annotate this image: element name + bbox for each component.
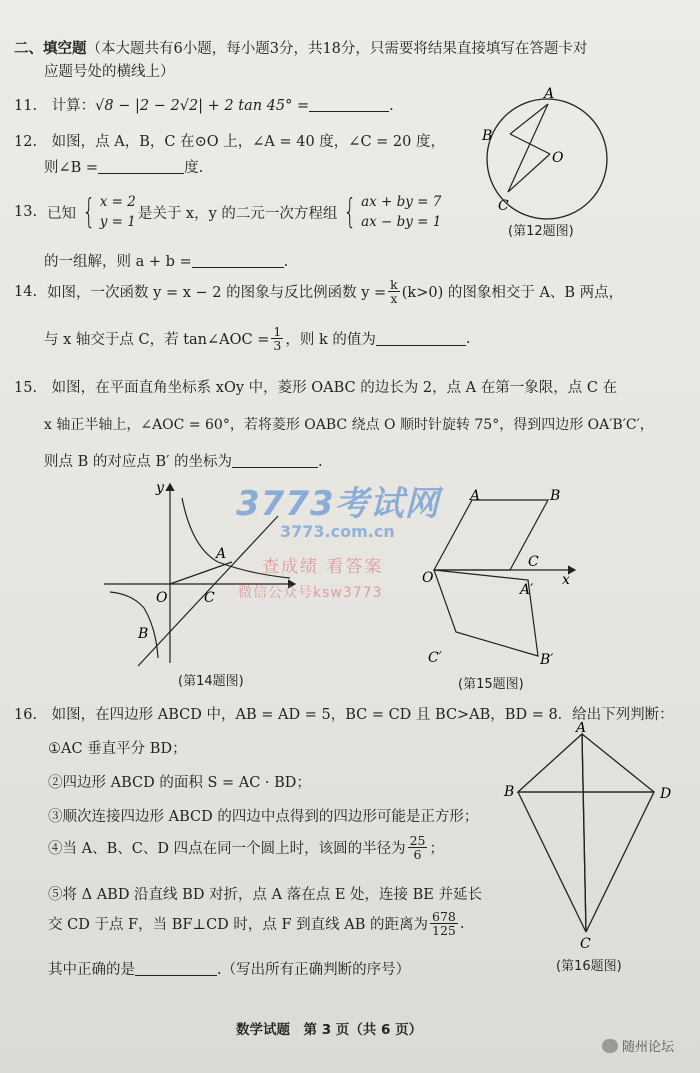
q16-statement-3: ③顺次连接四边形 ABCD 的四边中点得到的四边形可能是正方形； bbox=[48, 809, 479, 825]
q15-line3-b: . bbox=[318, 454, 323, 470]
q12-line2-b: 度. bbox=[184, 160, 204, 176]
fig14-caption: (第14题图) bbox=[178, 674, 244, 689]
q16-answer-blank bbox=[135, 961, 217, 976]
question-15 bbox=[14, 376, 617, 397]
q16-number: 16. bbox=[14, 707, 38, 723]
fig16-label-a: A bbox=[576, 722, 587, 736]
figure-16 bbox=[500, 722, 690, 950]
q16-last-b: .（写出所有正确判断的序号） bbox=[217, 962, 411, 978]
q16-fraction-radius bbox=[408, 834, 428, 861]
fig12-label-a: A bbox=[544, 86, 555, 102]
fig12-segment-oc bbox=[508, 154, 550, 192]
q14-tan-num: 1 bbox=[273, 324, 282, 339]
q13-line2-b: . bbox=[283, 254, 289, 270]
fig15-label-b: B bbox=[550, 488, 561, 504]
figure-12 bbox=[470, 82, 620, 222]
q11-answer-blank bbox=[309, 97, 389, 112]
question-14 bbox=[14, 278, 623, 305]
q14-answer-blank bbox=[376, 331, 466, 346]
q13-sys2-eq2: ax − by = 1 bbox=[361, 214, 442, 230]
section-intro-2: 应题号处的横线上） bbox=[44, 64, 175, 80]
q11-text: 计算： bbox=[51, 98, 96, 114]
fig12-label-b: B bbox=[482, 128, 493, 144]
fig12-label-c: C bbox=[498, 198, 509, 214]
q16-s5-num: 678 bbox=[432, 909, 456, 924]
q12-answer-blank bbox=[98, 159, 184, 174]
question-13 bbox=[14, 192, 443, 232]
q16-s5-b: 交 CD 于点 F，当 BF⊥CD 时，点 F 到直线 AB 的距离为 bbox=[48, 917, 429, 933]
fig16-label-c: C bbox=[580, 936, 591, 950]
watermark-slogan: 查成绩 看答案 bbox=[262, 557, 384, 577]
q11-number: 11. bbox=[14, 98, 38, 114]
q16-last-line bbox=[48, 958, 410, 979]
q16-statement-5a: ⑤将 Δ ABD 沿直线 BD 对折，点 A 落在点 E 处，连接 BE 并延长 bbox=[48, 887, 482, 903]
q15-line3-a: 则点 B 的对应点 B′ 的坐标为 bbox=[44, 454, 233, 470]
watermark-url: 3773.com.cn bbox=[280, 522, 395, 541]
q13-text-b: 是关于 x，y 的二元一次方程组 bbox=[137, 205, 338, 222]
q14-fraction-tan bbox=[271, 325, 283, 352]
q16-s4-a: ④当 A、B、C、D 四点在同一个圆上时，该圆的半径为 bbox=[48, 841, 406, 857]
q16-s5-c: . bbox=[459, 915, 465, 932]
fig15-label-a: A bbox=[470, 488, 481, 504]
q14-line2-a: 与 x 轴交于点 C，若 tan∠AOC = bbox=[44, 332, 270, 348]
figure-15 bbox=[420, 478, 590, 668]
q12-line2-a: 则∠B = bbox=[44, 160, 99, 176]
fig14-label-a: A bbox=[216, 546, 227, 562]
fig14-label-o: O bbox=[156, 590, 168, 606]
question-11 bbox=[14, 94, 394, 115]
q16-statement-4 bbox=[48, 834, 444, 861]
fig14-label-y: y bbox=[156, 480, 164, 496]
q15-line2: x 轴正半轴上，∠AOC = 60°，若将菱形 OABC 绕点 O 顺时针旋转 75°，得到四边形 OA′B′C′， bbox=[44, 417, 654, 433]
fig15-label-x: x bbox=[562, 572, 570, 588]
fig12-segment-bo bbox=[510, 134, 550, 154]
fig15-label-a-prime: A′ bbox=[520, 582, 534, 598]
q13-line2-a: 的一组解，则 a + b = bbox=[44, 254, 192, 270]
q15-number: 15. bbox=[14, 380, 38, 396]
fig14-hyperbola-branch-2 bbox=[110, 592, 158, 658]
fig16-label-b: B bbox=[504, 784, 515, 800]
section-intro-1: （本大题共有6小题，每小题3分，共18分，只需要将结果直接填写在答题卡对 bbox=[86, 41, 588, 57]
q15-answer-blank bbox=[232, 453, 318, 468]
fig16-segment-ad bbox=[582, 734, 654, 792]
q16-last-a: 其中正确的是 bbox=[48, 962, 135, 978]
question-12 bbox=[14, 130, 445, 151]
q13-system-1: { x = 2 y = 1 bbox=[82, 192, 136, 232]
q16-s4-num: 25 bbox=[409, 833, 426, 848]
q16-statement-2: ②四边形 ABCD 的面积 S = AC · BD； bbox=[48, 775, 311, 791]
q16-statement-1: ①AC 垂直平分 BD； bbox=[48, 741, 187, 757]
q13-text-a: 已知 bbox=[47, 205, 77, 222]
fig15-label-c-prime: C′ bbox=[428, 650, 442, 666]
fig15-label-c: C bbox=[528, 554, 539, 570]
q16-line1: 如图，在四边形 ABCD 中，AB = AD = 5，BC = CD 且 BC>AB，BD = 8．给出下列判断： bbox=[51, 707, 674, 723]
q14-tan-den: 3 bbox=[273, 338, 282, 353]
fig16-label-d: D bbox=[660, 786, 672, 802]
q16-fraction-distance bbox=[430, 910, 458, 937]
q14-line1-b: (k>0) 的图象相交于 A、B 两点， bbox=[401, 285, 624, 301]
q14-line2-b: ，则 k 的值为 bbox=[285, 332, 376, 348]
q13-sys1-eq2: y = 1 bbox=[99, 214, 136, 230]
q12-number: 12. bbox=[14, 134, 38, 150]
fig12-label-o: O bbox=[552, 150, 564, 166]
q14-line1-a: 如图，一次函数 y = x − 2 的图象与反比例函数 y = bbox=[47, 285, 387, 301]
fig14-label-b: B bbox=[138, 626, 149, 642]
q16-statement-5b bbox=[48, 910, 465, 937]
source-badge bbox=[602, 1036, 674, 1055]
q16-s4-b: ； bbox=[429, 841, 444, 857]
fig12-caption: (第12题图) bbox=[508, 224, 574, 239]
q11-expression: √8 − |2 − 2√2| + 2 tan 45° = bbox=[95, 98, 310, 114]
section-header bbox=[14, 37, 587, 58]
fig12-segment-ac bbox=[508, 104, 548, 192]
page-footer: 数学试题 第 3 页（共 6 页） bbox=[236, 1022, 423, 1038]
wechat-icon bbox=[602, 1039, 618, 1053]
q14-frac-den: x bbox=[390, 291, 398, 306]
q13-number: 13. bbox=[14, 204, 38, 220]
fig15-label-b-prime: B′ bbox=[540, 652, 554, 668]
q14-fraction-k-x bbox=[388, 278, 400, 305]
fig16-caption: (第16题图) bbox=[556, 959, 622, 974]
fig14-label-c: C bbox=[204, 590, 215, 606]
fig16-diagonal-ac bbox=[582, 734, 586, 932]
q14-frac-num: k bbox=[390, 277, 398, 292]
q13-sys2-eq1: ax + by = 7 bbox=[361, 194, 442, 210]
question-16 bbox=[14, 703, 674, 724]
watermark-wechat: 微信公众号ksw3773 bbox=[238, 585, 383, 601]
q12-line1: 如图，点 A，B，C 在⊙O 上，∠A = 40 度，∠C = 20 度， bbox=[51, 134, 445, 150]
fig15-label-o: O bbox=[422, 570, 434, 586]
q13-line2 bbox=[44, 250, 288, 271]
q11-end: . bbox=[389, 98, 394, 114]
q15-line1: 如图，在平面直角坐标系 xOy 中，菱形 OABC 的边长为 2，点 A 在第一象限，点 C 在 bbox=[51, 380, 618, 396]
badge-text: 随州论坛 bbox=[622, 1040, 675, 1055]
q12-line2 bbox=[44, 156, 203, 177]
fig15-caption: (第15题图) bbox=[458, 677, 524, 692]
q16-s5-den: 125 bbox=[432, 923, 456, 938]
fig14-segment-oa bbox=[170, 562, 232, 584]
q13-system-2: { ax + by = 7 ax − by = 1 bbox=[343, 192, 442, 232]
q13-sys1-eq1: x = 2 bbox=[99, 194, 136, 210]
q14-number: 14. bbox=[14, 283, 38, 300]
section-title: 二、填空题 bbox=[14, 40, 87, 57]
q16-s4-den: 6 bbox=[413, 847, 422, 862]
q13-answer-blank bbox=[192, 253, 284, 268]
q15-line3 bbox=[44, 450, 323, 471]
watermark-brand: 3773考试网 bbox=[236, 484, 440, 524]
q14-line2 bbox=[44, 325, 470, 352]
q14-line2-c: . bbox=[465, 330, 471, 347]
fig16-segment-bc bbox=[518, 792, 586, 932]
